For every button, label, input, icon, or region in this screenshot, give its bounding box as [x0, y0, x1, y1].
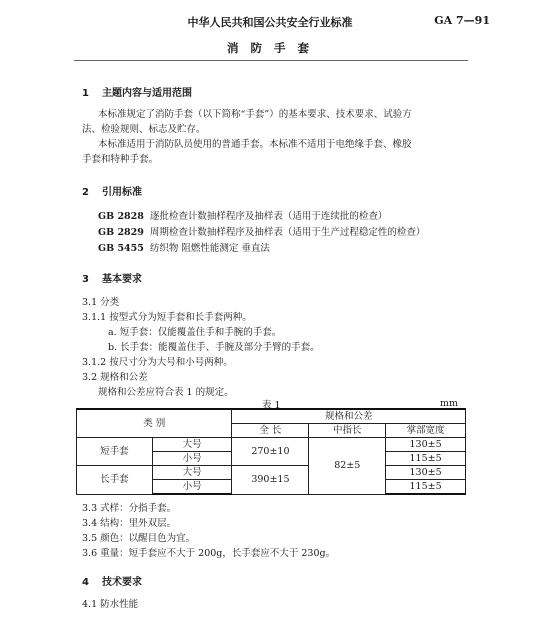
cell-size: 小号 — [152, 480, 232, 495]
reference-text: 逐批检查计数抽样程序及抽样表（适用于连续批的检查） — [149, 211, 388, 222]
section-3-heading — [82, 270, 142, 285]
section-2-heading — [82, 183, 142, 198]
cell-palm: 115±5 — [386, 480, 466, 495]
section-1-para2-line1: 本标准适用于消防队员使用的普通手套。本标准不适用于电绝缘手套、橡胶 — [98, 139, 412, 150]
header-category: 类 别 — [77, 409, 232, 438]
standard-title: 中华人民共和国公共安全行业标准 — [187, 16, 353, 29]
table-row — [77, 466, 466, 480]
reference-item — [98, 209, 387, 224]
header-palm-width: 掌部宽度 — [386, 424, 466, 438]
clause-4-1: 4.1 防水性能 — [82, 599, 139, 610]
reference-text: 周期检查计数抽样程序及抽样表（适用于生产过程稳定性的检查） — [149, 227, 426, 238]
table-header-row — [77, 409, 466, 424]
clause-3-2: 3.2 规格和公差 — [82, 372, 148, 383]
section-1-para2-line2: 手套和特种手套。 — [82, 154, 159, 165]
cell-size: 小号 — [152, 452, 232, 466]
section-1-heading — [82, 84, 192, 99]
cell-palm: 130±5 — [386, 466, 466, 480]
cell-type: 短手套 — [77, 438, 153, 466]
cell-length: 390±15 — [232, 466, 309, 495]
header-spec: 规格和公差 — [232, 409, 466, 424]
reference-code: GB 5455 — [98, 243, 144, 254]
header-middle-finger: 中指长 — [309, 424, 386, 438]
document-title: 消 防 手 套 — [226, 41, 313, 55]
reference-text: 纺织物 阻燃性能测定 垂直法 — [149, 243, 270, 254]
section-1-title: 主题内容与适用范围 — [102, 88, 192, 99]
reference-item — [98, 241, 270, 256]
section-4-heading — [82, 573, 142, 588]
cell-size: 大号 — [152, 466, 232, 480]
clause-3-4: 3.4 结构：里外双层。 — [82, 518, 177, 529]
table-unit: mm — [440, 398, 459, 409]
clause-3-3: 3.3 式样：分指手套。 — [82, 503, 177, 514]
cell-size: 大号 — [152, 438, 232, 452]
header-total-length: 全 长 — [232, 424, 309, 438]
reference-code: GB 2828 — [98, 211, 144, 222]
cell-length: 270±10 — [232, 438, 309, 466]
table-row — [77, 438, 466, 452]
section-1-number: 1 — [82, 88, 89, 99]
clause-3-1-2: 3.1.2 按尺寸分为大号和小号两种。 — [82, 357, 233, 368]
section-4-title: 技术要求 — [102, 577, 142, 588]
reference-code: GB 2829 — [98, 227, 144, 238]
cell-type: 长手套 — [77, 466, 153, 495]
clause-3-1-1-b: b. 长手套：能覆盖住手、手腕及部分手臂的手套。 — [108, 342, 320, 353]
clause-3-6: 3.6 重量：短手套应不大于 200g，长手套应不大于 230g。 — [82, 548, 336, 559]
clause-3-5: 3.5 颜色：以醒目色为宜。 — [82, 533, 196, 544]
section-3-number: 3 — [82, 274, 89, 285]
clause-3-1: 3.1 分类 — [82, 297, 120, 308]
section-4-number: 4 — [82, 577, 89, 588]
section-3-title: 基本要求 — [102, 274, 142, 285]
cell-palm: 115±5 — [386, 452, 466, 466]
section-1-para1-line1: 本标准规定了消防手套（以下简称“手套”）的基本要求、技术要求、试验方 — [98, 109, 412, 120]
clause-3-1-1: 3.1.1 按型式分为短手套和长手套两种。 — [82, 312, 252, 323]
section-1-para1-line2: 法、检验规则、标志及贮存。 — [82, 124, 206, 135]
reference-item — [98, 225, 425, 240]
header-divider — [74, 60, 468, 61]
standard-code: GA 7—91 — [434, 14, 490, 27]
section-2-title: 引用标准 — [102, 187, 142, 198]
table-caption: 表 1 — [262, 400, 281, 411]
section-2-number: 2 — [82, 187, 89, 198]
cell-finger: 82±5 — [309, 438, 386, 495]
clause-3-2-text: 规格和公差应符合表 1 的规定。 — [98, 387, 234, 398]
spec-table — [76, 408, 466, 495]
cell-palm: 130±5 — [386, 438, 466, 452]
clause-3-1-1-a: a. 短手套：仅能覆盖住手和手腕的手套。 — [108, 327, 282, 338]
